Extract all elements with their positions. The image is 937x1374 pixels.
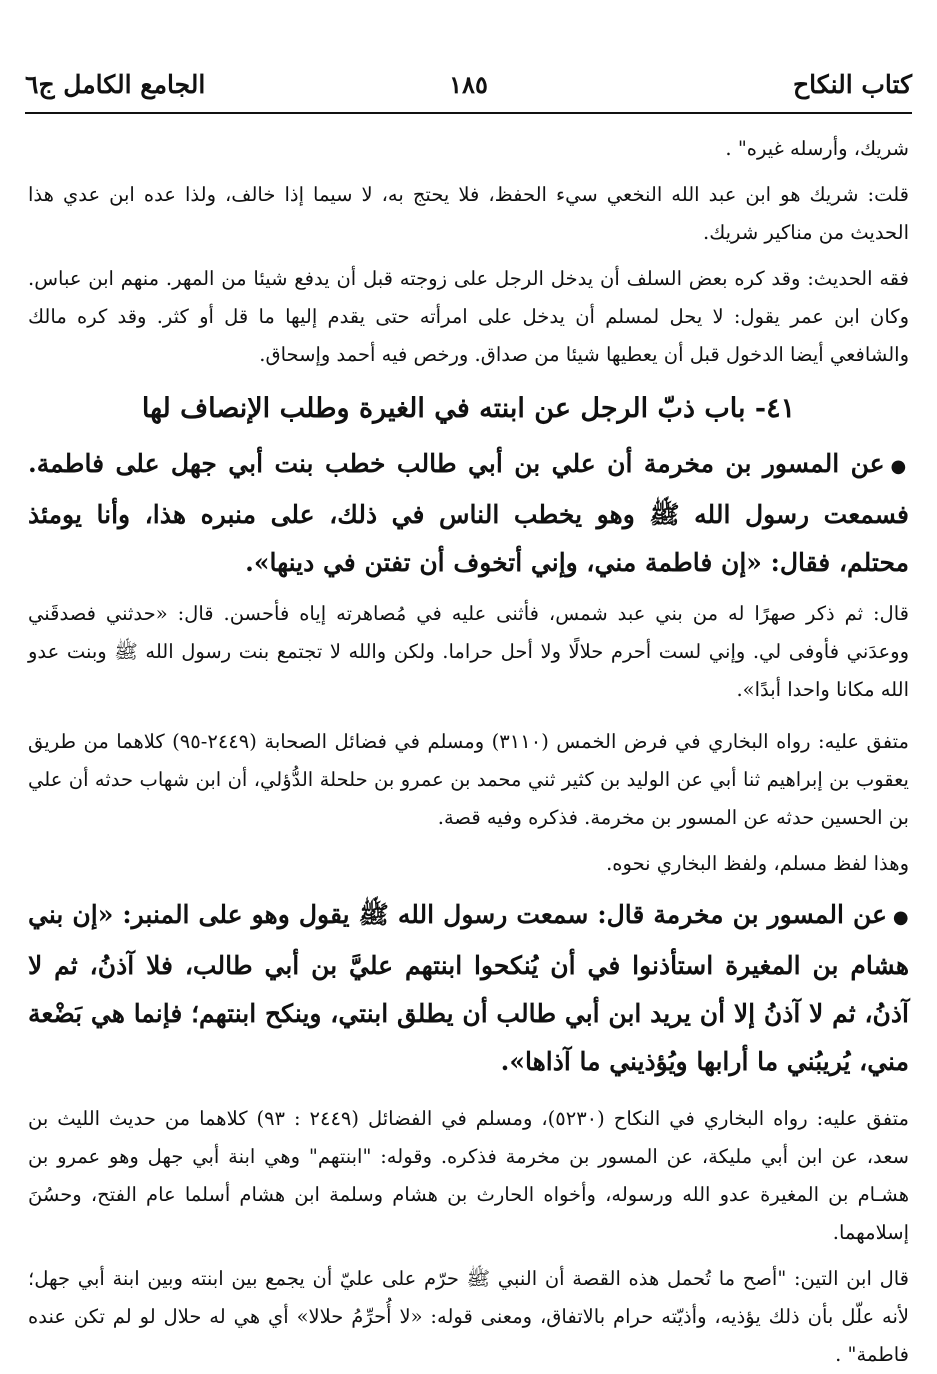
page-body [28, 130, 909, 1374]
commentary-paragraph: قلت: شريك هو ابن عبد الله النخعي سيء الحفظ، فلا يحتج به، لا سيما إذا خالف، ولذا عده ابن عدي هذا الحديث من مناكير شريك. [28, 183, 909, 244]
takhrij-paragraph: متفق عليه: رواه البخاري في النكاح (٥٢٣٠)، ومسلم في الفضائل (٢٤٤٩ : ٩٣) كلاهما من حديث الليث بن سعد، عن ابن أبي مليكة، عن المسور بن مخرمة فذكره. وقوله: "ابنتهم" وهي ابنة أبي جهل وهو عمرو بن هشـام بن المغيرة عدو الله ورسوله، وأخواه الحارث بن هشام وسلمة ابن هشام أسلما عام الفتح، وحسُنَ إسلامهما. [28, 1107, 909, 1244]
chapter-heading: ٤١- باب ذبّ الرجل عن ابنته في الغيرة وطلب الإنصاف لها [141, 393, 796, 424]
commentary-paragraph: فقه الحديث: وقد كره بعض السلف أن يدخل الرجل على زوجته قبل أن يدفع شيئا من المهر. منهم ابن عباس. وكان ابن عمر يقول: لا يحل لمسلم أن يدخل على امرأته حتى يقدم إليها ما قل أو كثر. وقد كره مالك والشافعي أيضا الدخول قبل أن يعطيها شيئا من صداق. ورخص فيه أحمد وإسحاق. [28, 267, 909, 366]
commentary-paragraph: شريك، وأرسله غيره" . [725, 137, 909, 160]
hadith-text: عن المسور بن مخرمة أن علي بن أبي طالب خطب بنت أبي جهل على فاطمة. فسمعت رسول الله ﷺ وهو يخطب الناس في ذلك، على منبره هذا، وأنا يومئذ محتلم، فقال: «إن فاطمة مني، وإني أتخوف أن تفتن في دينها». [28, 449, 909, 577]
hadith-paragraph [28, 891, 909, 1086]
commentary-paragraph: قال ابن التين: "أصح ما تُحمل هذه القصة أن النبي ﷺ حرّم على عليّ أن يجمع بين ابنته وبين ابنة أبي جهل؛ لأنه علّل بأن ذلك يؤذيه، وأذيّته حرام بالاتفاق، ومعنى قوله: «لا أُحرِّمُ حلالا» أي هي له حلال لو لم تكن عنده فاطمة" . [28, 1267, 909, 1366]
running-header [25, 62, 912, 106]
hadith-paragraph [28, 440, 909, 587]
book-title: الجامع الكامل ج٦ [25, 69, 206, 99]
takhrij-paragraph: متفق عليه: رواه البخاري في فرض الخمس (٣١١٠) ومسلم في فضائل الصحابة (٢٤٤٩-٩٥) كلاهما من طريق يعقوب بن إبراهيم ثنا أبي عن الوليد بن كثير ثني محمد بن عمرو بن حلحلة الدُّؤلي، أن ابن شهاب حدثه أن علي بن الحسين حدثه عن المسور بن مخرمة. فذكره وفيه قصة. [28, 730, 910, 829]
hadith-bullet-icon: ● [892, 907, 909, 928]
commentary-paragraph: قال: ثم ذكر صهرًا له من بني عبد شمس، فأثنى عليه في مُصاهرته إياه فأحسن. قال: «حدثني فصدقَني ووعدَني فأوفى لي. وإني لست أحرم حلالًا ولا أحل حراما. ولكن والله لا تجتمع بنت رسول الله ﷺ وبنت عدو الله مكانا واحدا أبدًا». [28, 602, 909, 701]
book-chapter-title: كتاب النكاح [793, 69, 912, 99]
hadith-bullet-icon: ● [890, 456, 909, 477]
page-number: ١٨٥ [449, 69, 488, 99]
hadith-text: عن المسور بن مخرمة قال: سمعت رسول الله ﷺ يقول وهو على المنبر: «إن بني هشام بن المغيرة استأذنوا في أن يُنكحوا ابنتهم عليَّ بن أبي طالب، فلا آذنُ، ثم لا آذنُ، ثم لا آذنُ إلا أن يريد ابن أبي طالب أن يطلق ابنتي، وينكح ابنتهم؛ فإنما هي بَضْعة مني، يُريبُني ما أرابها ويُؤذيني ما آذاها». [28, 900, 909, 1076]
header-rule [25, 112, 912, 114]
commentary-paragraph: وهذا لفظ مسلم، ولفظ البخاري نحوه. [606, 852, 909, 875]
